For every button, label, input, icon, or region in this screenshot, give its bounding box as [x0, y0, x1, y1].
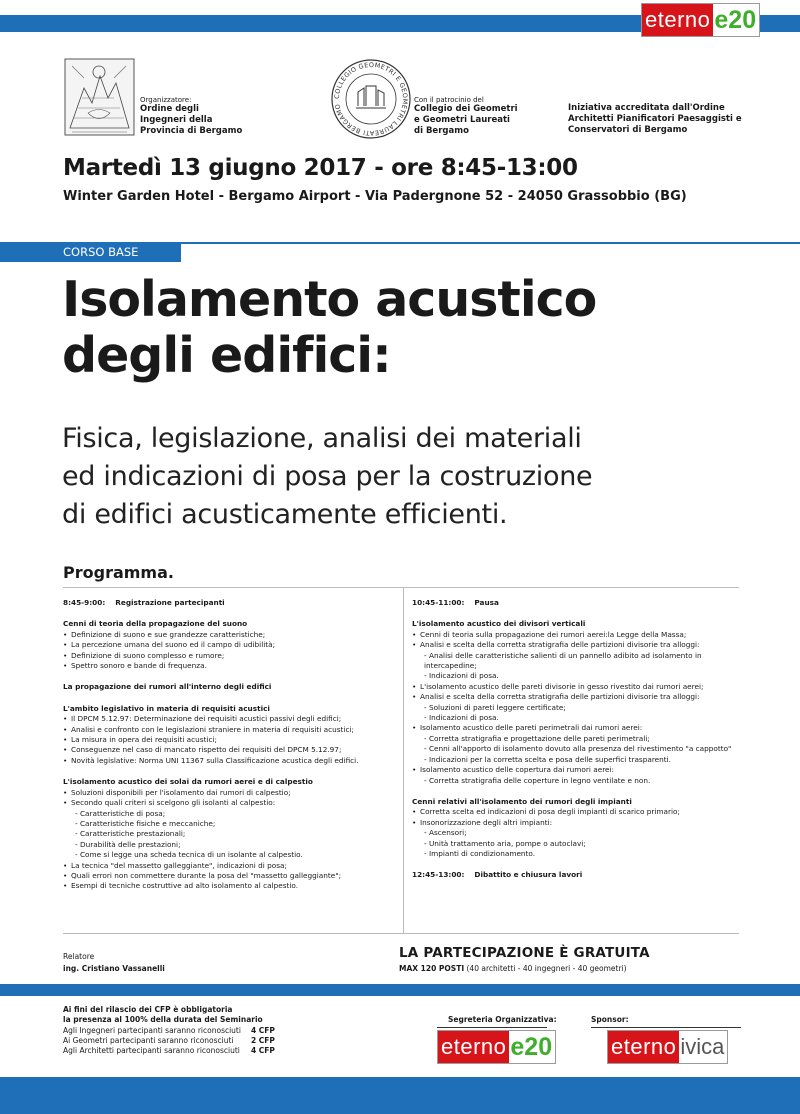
program-right-column	[412, 598, 742, 881]
accreditation-block	[568, 103, 742, 136]
patronage-line: e Geometri Laureati	[414, 115, 510, 125]
schedule-slot	[63, 598, 399, 608]
event-venue: Winter Garden Hotel - Bergamo Airport - Via Padergnone 52 - 24050 Grassobbio (BG)	[63, 189, 687, 204]
speaker-block	[63, 951, 165, 975]
organizer-line: Ingegneri della	[140, 115, 213, 125]
program-column-rule	[403, 587, 404, 933]
eterno-e20-logo	[641, 3, 760, 37]
slot-label: Pausa	[474, 598, 499, 607]
sub-list-item: - Indicazioni di posa.	[412, 671, 742, 681]
sponsor-logo-right: ivica	[680, 1034, 725, 1059]
list-item: • Analisi e scelta della corretta stratigrafia delle partizioni divisorie tra alloggi:	[412, 640, 742, 650]
secretariat-label: Segreteria Organizzativa:	[448, 1015, 557, 1024]
list-item: • Novità legislative: Norma UNI 11367 sulla Classificazione acustica degli edifici.	[63, 756, 399, 766]
list-item: • Isolamento acustico delle copertura dai rumori aerei:	[412, 765, 742, 775]
cfp-value: 2 CFP	[250, 1036, 275, 1045]
sub-list-item: - Corretta stratigrafia e progettazione delle pareti perimetrali;	[412, 734, 742, 744]
cfp-block	[63, 1005, 275, 1056]
patronage-label: Con il patrocinio del	[414, 96, 484, 104]
list-item: • Corretta scelta ed indicazioni di posa degli impianti di scarico primario;	[412, 807, 742, 817]
section-title: L'isolamento acustico dei divisori verticali	[412, 619, 586, 629]
accreditation-line: Conservatori di Bergamo	[568, 125, 688, 135]
middle-blue-bar	[0, 984, 800, 996]
list-item: • Definizione di suono complesso e rumore;	[63, 651, 399, 661]
table-row	[63, 1026, 275, 1036]
max-seats-detail: (40 architetti - 40 ingegneri - 40 geometri)	[466, 964, 627, 973]
max-seats	[399, 964, 627, 973]
list-item: • Cenni di teoria sulla propagazione dei rumori aerei:la Legge della Massa;	[412, 630, 742, 640]
course-badge: CORSO BASE	[0, 242, 181, 262]
sponsor-label: Sponsor:	[591, 1015, 629, 1024]
sub-list-item: - Caratteristiche di posa;	[63, 809, 399, 819]
section-title: L'isolamento acustico dei solai da rumori aerei e di calpestio	[63, 777, 313, 787]
svg-text:COLLEGIO GEOMETRI E GEOMETRI L	[333, 61, 409, 137]
sub-list-item: - Durabilità delle prestazioni;	[63, 840, 399, 850]
cfp-table	[63, 1026, 275, 1056]
collegio-seal-icon	[330, 58, 412, 140]
slot-time: 10:45-11:00:	[412, 598, 465, 607]
list-item: • Analisi e scelta della corretta stratigrafia delle partizioni divisorie tra alloggi:	[412, 692, 742, 702]
engraving-icon	[64, 58, 135, 136]
patronage-line: di Bergamo	[414, 126, 469, 136]
bottom-blue-bar	[0, 1077, 800, 1114]
program-top-rule	[63, 587, 739, 588]
schedule-slot	[412, 870, 742, 880]
list-item: • L'isolamento acustico delle pareti divisorie in gesso rivestito dai rumori aerei;	[412, 682, 742, 692]
course-title	[62, 272, 596, 384]
cfp-label: Agli Ingegneri partecipanti saranno riconosciuti	[63, 1026, 241, 1035]
sub-list-item: - Cenni all'apporto di isolamento dovuto alla presenza del rivestimento "a cappotto"	[412, 744, 742, 754]
section-title: Cenni di teoria della propagazione del suono	[63, 619, 248, 629]
event-date: Martedì 13 giugno 2017 - ore 8:45-13:00	[63, 155, 578, 181]
logo-eterno-text: eterno	[438, 1031, 509, 1063]
section-list	[63, 630, 399, 672]
slot-label: Registrazione partecipanti	[115, 598, 225, 607]
sub-list-item: - Analisi delle caratteristiche salienti di un pannello adibito ad isolamento in intercapedine;	[412, 651, 742, 672]
speaker-label: Relatore	[63, 952, 95, 961]
course-subtitle-line: Fisica, legislazione, analisi dei materiali	[62, 423, 582, 454]
list-item: • La percezione umana del suono ed il campo di udibilità;	[63, 640, 399, 650]
list-item: • Analisi e confronto con le legislazioni straniere in materia di requisiti acustici;	[63, 725, 399, 735]
seal-text: COLLEGIO GEOMETRI E GEOMETRI LAUREATI BERGAMO	[332, 60, 410, 138]
sub-list-item: - Corretta stratigrafia delle coperture in legno ventilate e non.	[412, 776, 742, 786]
list-item: • Secondo quali criteri si scelgono gli isolanti al calpestio:	[63, 798, 399, 808]
list-item: • Definizione di suono e sue grandezze caratteristiche;	[63, 630, 399, 640]
section-title: Cenni relativi all'isolamento dei rumori degli impianti	[412, 796, 632, 806]
list-item: • Esempi di tecniche costruttive ad alto isolamento al calpestio.	[63, 881, 399, 891]
sponsor-logo	[607, 1030, 728, 1064]
logo-e20-text: e20	[714, 6, 757, 34]
patronage-line: Collegio dei Geometri	[414, 104, 518, 114]
logo-eterno-text: eterno	[642, 4, 713, 36]
table-row	[63, 1046, 275, 1056]
max-seats-count: MAX 120 POSTI	[399, 964, 465, 973]
slot-label: Dibattito e chiusura lavori	[474, 870, 583, 880]
accreditation-line: Iniziativa accreditata dall'Ordine	[568, 103, 725, 113]
list-item: • Insonorizzazione degli altri impianti:	[412, 818, 742, 828]
section-list	[63, 714, 399, 766]
secretariat-underline	[437, 1027, 547, 1028]
secretariat-logo	[437, 1030, 556, 1064]
sub-list-item: - Come si legge una scheda tecnica di un isolante al calpestio.	[63, 850, 399, 860]
table-row	[63, 1036, 275, 1046]
sponsor-underline	[591, 1027, 741, 1028]
sub-list-item: - Indicazioni di posa.	[412, 713, 742, 723]
list-item: • Soluzioni disponibili per l'isolamento dai rumori di calpestio;	[63, 788, 399, 798]
section-list	[412, 807, 742, 859]
sub-list-item: - Soluzioni di pareti leggere certificate;	[412, 703, 742, 713]
course-subtitle	[62, 420, 592, 534]
list-item: • Isolamento acustico delle pareti perimetrali dai rumori aerei:	[412, 723, 742, 733]
program-heading: Programma.	[63, 563, 174, 582]
list-item: • La tecnica "del massetto galleggiante", indicazioni di posa;	[63, 861, 399, 871]
course-title-line: degli edifici:	[62, 327, 391, 384]
sub-list-item: - Caratteristiche fisiche e meccaniche;	[63, 819, 399, 829]
cfp-label: Ai Geometri partecipanti saranno riconosciuti	[63, 1036, 234, 1045]
sub-list-item: - Ascensori;	[412, 828, 742, 838]
sponsor-logo-left: eterno	[608, 1031, 679, 1063]
patronage-block	[414, 96, 518, 137]
list-item: • La misura in opera dei requisiti acustici;	[63, 735, 399, 745]
list-item: • Quali errori non commettere durante la posa del "massetto galleggiante";	[63, 871, 399, 881]
slot-time: 12:45-13:00:	[412, 870, 465, 880]
organizer-block	[140, 96, 242, 137]
schedule-slot	[412, 598, 742, 608]
course-subtitle-line: di edifici acusticamente efficienti.	[62, 499, 508, 530]
cfp-value: 4 CFP	[250, 1046, 275, 1055]
organizer-line: Provincia di Bergamo	[140, 126, 243, 136]
cfp-note: Ai fini del rilascio dei CFP è obbligatoria	[63, 1005, 233, 1014]
sub-list-item: - Indicazioni per la corretta scelta e posa delle superfici trasparenti.	[412, 755, 742, 765]
sub-list-item: - Unità trattamento aria, pompe o autoclavi;	[412, 839, 742, 849]
speaker-name: ing. Cristiano Vassanelli	[63, 964, 165, 973]
sub-list-item: - Caratteristiche prestazionali;	[63, 829, 399, 839]
logo-e20-text: e20	[510, 1033, 553, 1061]
section-list	[412, 630, 742, 786]
accreditation-line: Architetti Pianificatori Paesaggisti e	[568, 114, 742, 124]
organizer-line: Ordine degli	[140, 104, 199, 114]
cfp-label: Agli Architetti partecipanti saranno riconosciuti	[63, 1046, 240, 1055]
cfp-value: 4 CFP	[250, 1026, 275, 1035]
organizer-label: Organizzatore:	[140, 96, 192, 104]
section-title: L'ambito legislativo in materia di requisiti acustici	[63, 703, 270, 713]
cfp-note: la presenza al 100% della durata del Seminario	[63, 1015, 263, 1024]
program-left-column	[63, 598, 399, 892]
slot-time: 8:45-9:00:	[63, 598, 106, 607]
list-item: • Spettro sonoro e bande di frequenza.	[63, 661, 399, 671]
list-item: • Il DPCM 5.12.97: Determinazione dei requisiti acustici passivi degli edifici;	[63, 714, 399, 724]
section-title: La propagazione dei rumori all'interno degli edifici	[63, 682, 272, 692]
program-bottom-rule	[63, 933, 739, 934]
section-list	[63, 788, 399, 892]
list-item: • Conseguenze nel caso di mancato rispetto dei requisiti del DPCM 5.12.97;	[63, 745, 399, 755]
course-title-line: Isolamento acustico	[62, 271, 597, 328]
free-participation: LA PARTECIPAZIONE È GRATUITA	[399, 945, 650, 961]
course-subtitle-line: ed indicazioni di posa per la costruzione	[62, 461, 593, 492]
sub-list-item: - Impianti di condizionamento.	[412, 849, 742, 859]
